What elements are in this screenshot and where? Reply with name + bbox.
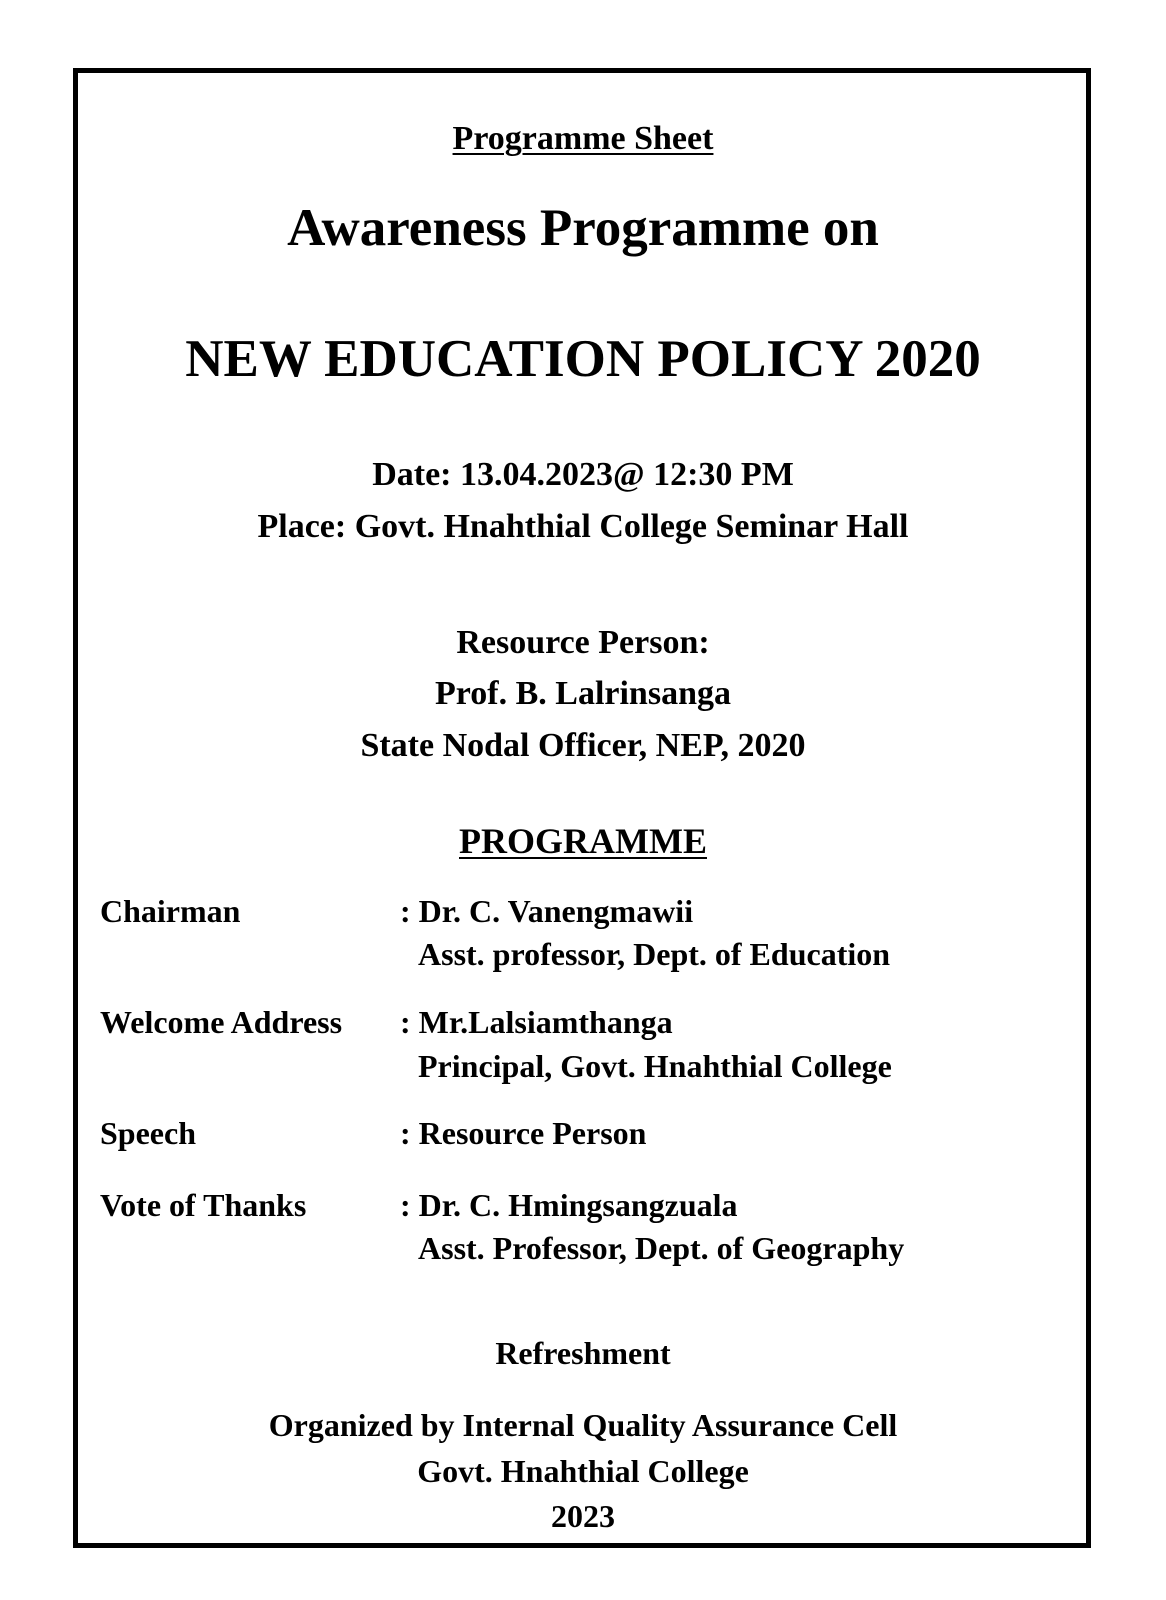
programme-heading: PROGRAMME xyxy=(459,821,707,861)
event-date: Date: 13.04.2023@ 12:30 PM xyxy=(372,456,794,493)
resource-person-title: State Nodal Officer, NEP, 2020 xyxy=(360,727,806,764)
sheet-title: Programme Sheet xyxy=(452,120,714,157)
main-title: Awareness Programme on xyxy=(287,199,879,257)
programme-item-label: Vote of Thanks xyxy=(100,1187,307,1223)
programme-item-label: Speech xyxy=(100,1115,196,1151)
programme-item-subtitle: Principal, Govt. Hnahthial College xyxy=(418,1048,892,1084)
programme-item-subtitle: Asst. professor, Dept. of Education xyxy=(418,936,891,972)
event-place: Place: Govt. Hnahthial College Seminar Hall xyxy=(257,508,909,545)
programme-item-label: Welcome Address xyxy=(100,1004,343,1040)
college-name: Govt. Hnahthial College xyxy=(417,1453,749,1489)
resource-person-name: Prof. B. Lalrinsanga xyxy=(435,675,731,712)
programme-item-value: : Dr. C. Vanengmawii xyxy=(400,893,694,929)
refreshment-line: Refreshment xyxy=(495,1335,671,1371)
policy-title: NEW EDUCATION POLICY 2020 xyxy=(185,330,981,388)
programme-item-value: : Dr. C. Hmingsangzuala xyxy=(400,1187,738,1223)
programme-item-value: : Mr.Lalsiamthanga xyxy=(400,1004,673,1040)
organized-by: Organized by Internal Quality Assurance Cell xyxy=(268,1407,898,1443)
year: 2023 xyxy=(551,1498,615,1534)
resource-person-label: Resource Person: xyxy=(456,624,710,661)
programme-item-value: : Resource Person xyxy=(400,1115,647,1151)
programme-item-label: Chairman xyxy=(100,893,241,929)
document-border xyxy=(73,68,1091,1548)
programme-item-subtitle: Asst. Professor, Dept. of Geography xyxy=(418,1230,905,1266)
